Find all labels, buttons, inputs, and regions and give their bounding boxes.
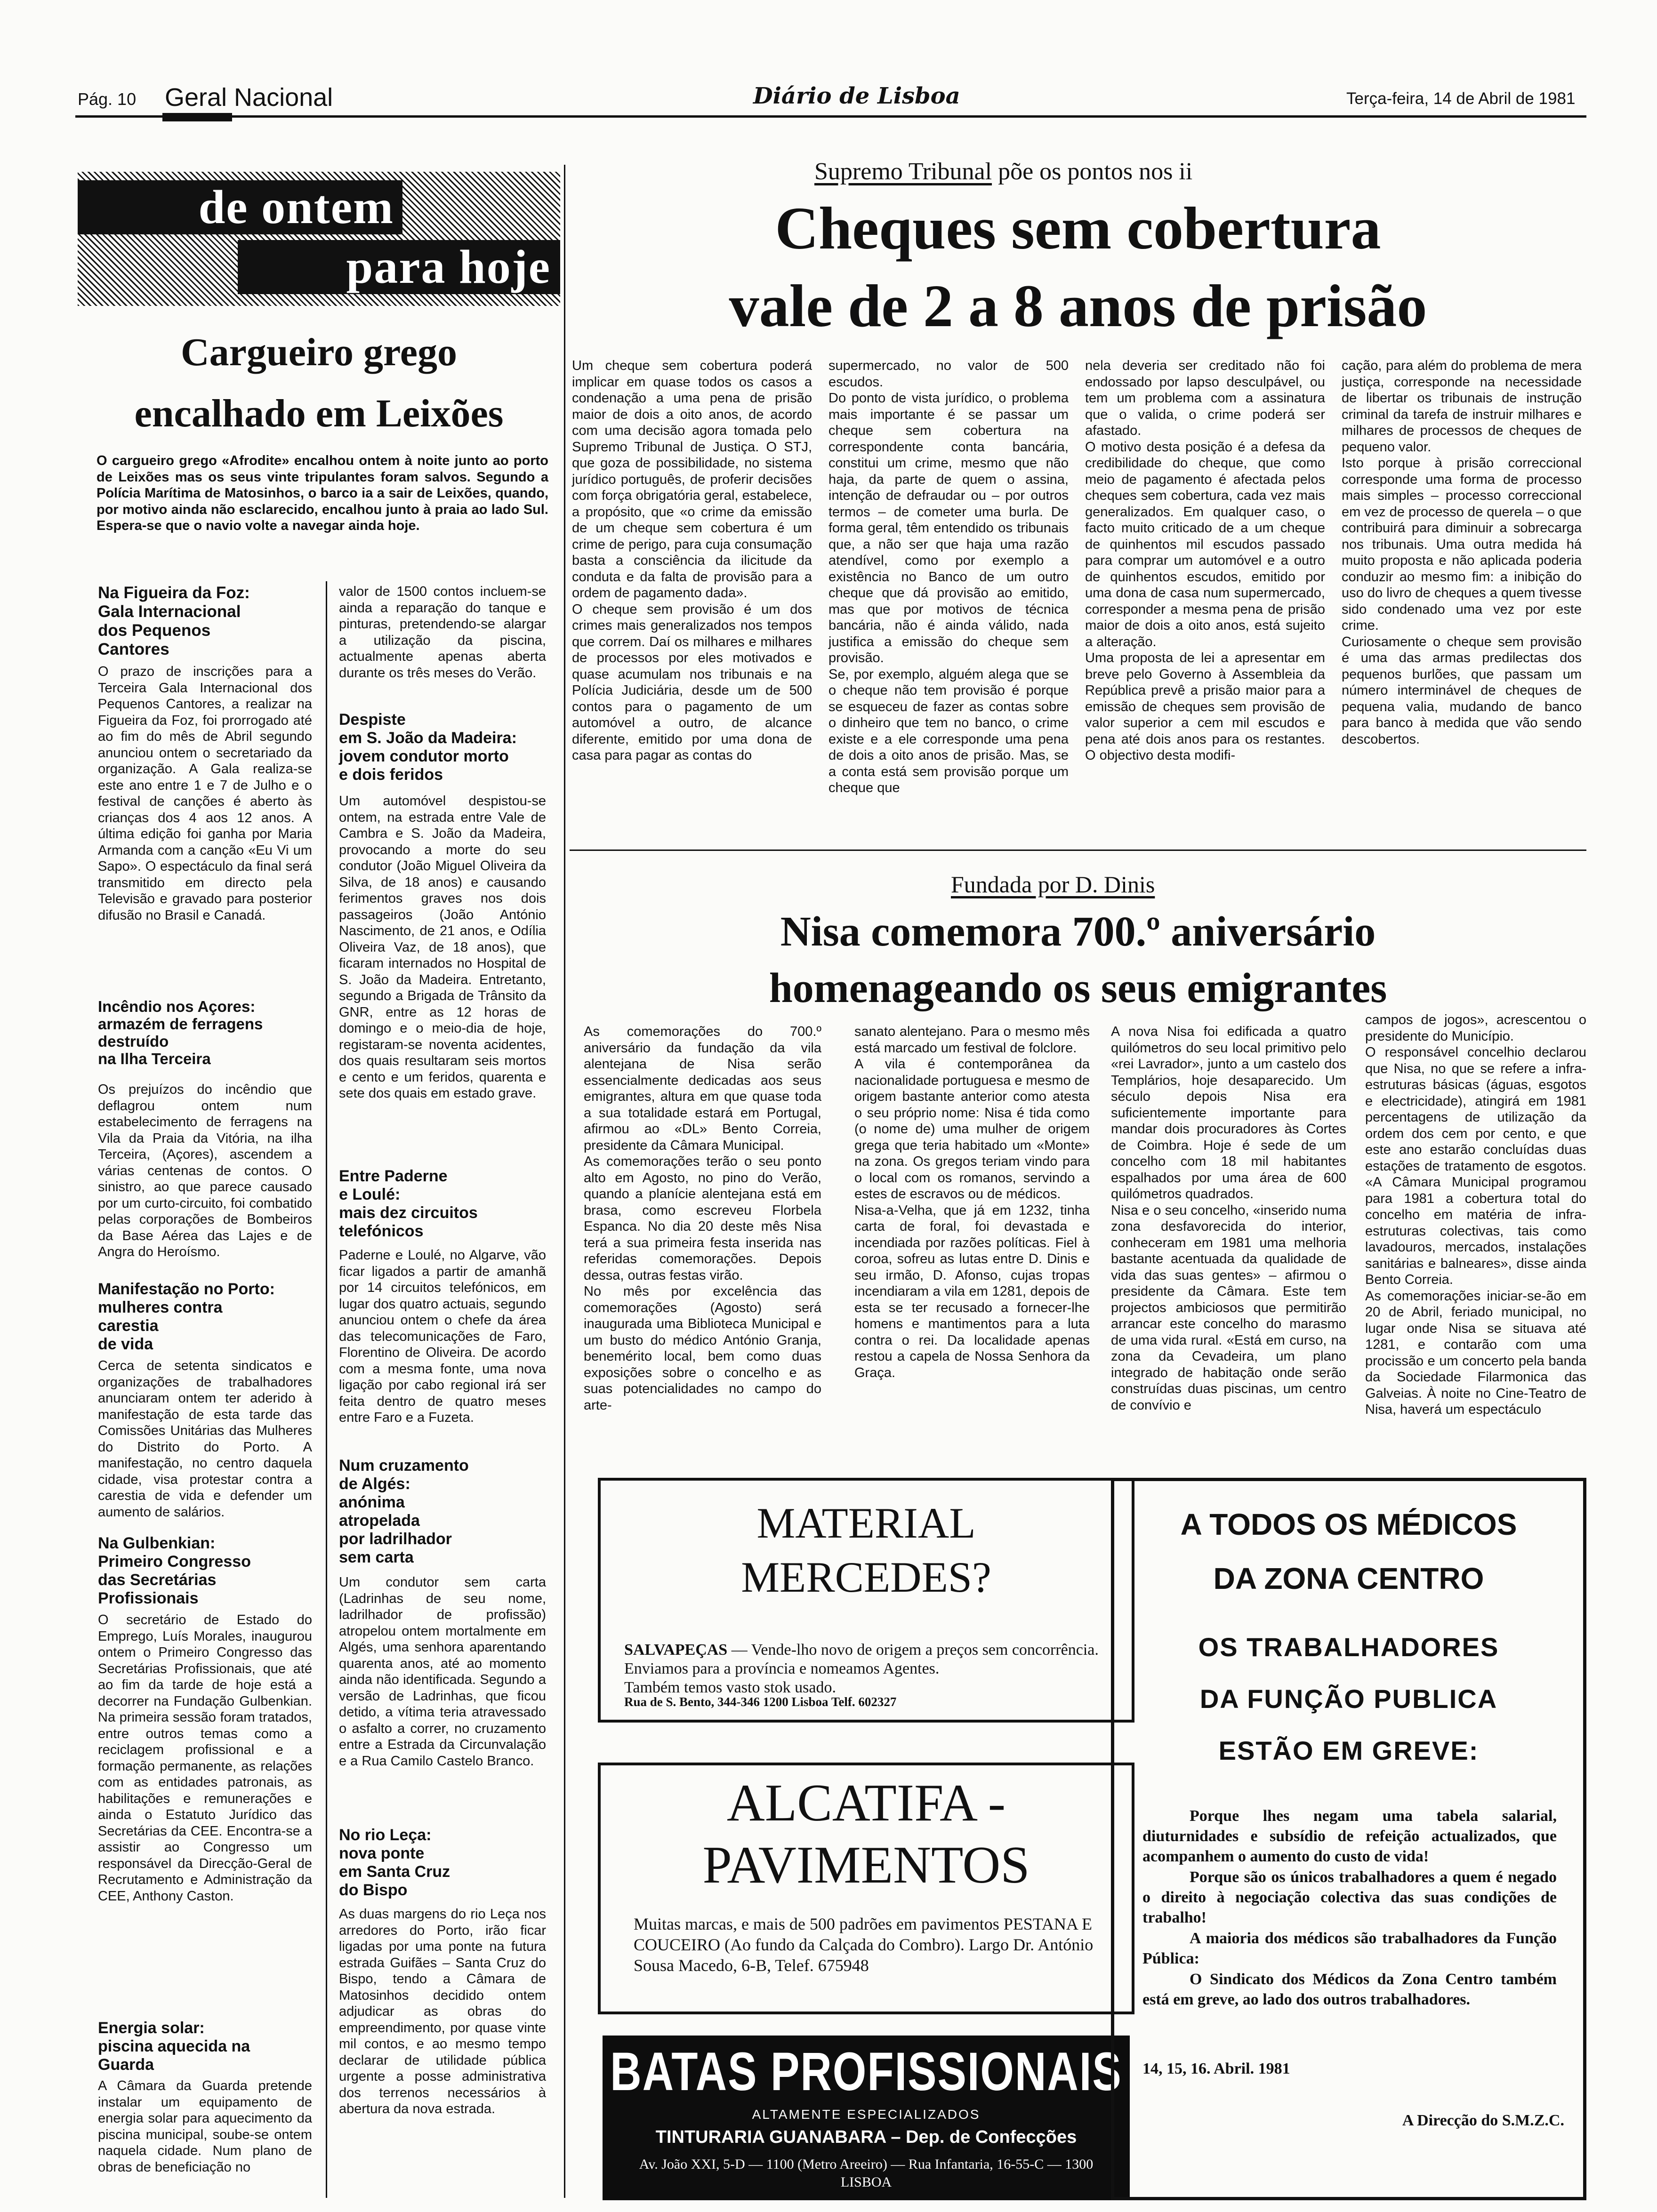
nisa-headline-line2: homenageando os seus emigrantes [769, 965, 1387, 1011]
brief-heading-leca: No rio Leça: nova ponte em Santa Cruz do Bispo [339, 1826, 450, 1899]
brief-body-alges: Um condutor sem carta (Ladrinhas de seu nome, ladrilhador de profissão) atropelou ontem mortalmente em Algés, uma senhora aparentando quarenta anos, até ao momento ainda não identificada. Segundo a versão de Ladrinhas, que ficou detido, a vítima teria atravessado o asfalto a correr, no cruzamento entre a Estrada da Circunvalação e a Rua Camilo Castelo Branco. [339, 1575, 546, 1769]
column-title-box [78, 172, 560, 306]
nisa-col4: campos de jogos», acrescentou o presidente do Município. O responsável concelhio declarou que Nisa, no que se refere a infra-estruturas básicas (águas, esgotos e electricidade), atingirá em 1981 percentagens de utilização da ordem dos cem por cento, e que este ano estarão concluídas duas estações de tratamento de esgotos. «A Câmara Municipal programou para 1981 a cobertura total do concelho em matéria de infra-estruturas colectivas, tais como lavadouros, mercados, instalações sanitárias e balneares», disse ainda Bento Correia. As comemorações iniciar-se-ão em 20 de Abril, feriado municipal, no lugar onde Nisa se situava até 1281, e contarão com uma procissão e um concerto pela banda da Sociedade Filarmonica das Galveias. À noite no Cine-Teatro de Nisa, haverá um espectáculo [1365, 1012, 1586, 1417]
column-title-line2: para hoje [238, 240, 560, 294]
ad-batas-title: BATAS PROFISSIONAIS [610, 2042, 1122, 2102]
section-underline [162, 113, 232, 121]
nisa-col1: As comemorações do 700.º aniversário da fundação da vila alentejana de Nisa serão essencialmente dedicadas aos seus emigrantes, altura em que quase toda a sua totalidade estará em Portugal, afirmou ao «DL» Bento Correia, presidente da Câmara Municipal. As comemorações terão o seu ponto alto em Agosto, no pino do Verão, quando a planície alentejana está em brasa, como escreveu Florbela Espanca. No dia 20 deste mês Nisa terá a sua primeira festa inserida nas referidas comemorações. Depois dessa, outras festas virão. No mês por excelência das comemorações (Agosto) será inaugurada uma Biblioteca Municipal e um busto do médico António Granja, benemérito local, bem como duas exposições sobre o concelho e as suas potencialidades no campo do arte- [584, 1024, 821, 1413]
ad-alcatifa-text: Muitas marcas, e mais de 500 padrões em pavimentos PESTANA E COUCEIRO (Ao fundo da Calçada do Combro). Largo Dr. António Sousa Macedo, 6-B, Telef. 675948 [634, 1915, 1094, 1975]
brief-heading-paderne: Entre Paderne e Loulé: mais dez circuitos telefónicos [339, 1167, 478, 1240]
ad-mercedes-title-line1: MATERIAL [756, 1499, 976, 1547]
brief-body-leca: As duas margens do rio Leça nos arredores do Porto, irão ficar ligadas por uma ponte na futura estrada Guifães – Santa Cruz do Bispo, tendo a Câmara de Matosinhos decidido ontem adjudicar as obras do empreendimento, por quase vinte mil contos, e ao mesmo tempo declarar de utilidade pública urgente a posse administrativa dos terrenos necessários à abertura da nova estrada. [339, 1907, 546, 2116]
headline-cargueiro-line2: encalhado em Leixões [134, 392, 504, 435]
ad-mercedes-body: — Vende-lho novo de origem a preços sem concorrência. Enviamos para a província e nomeamos Agentes. Também temos vasto stok usado. [624, 1641, 1099, 1696]
ad-medicos-h5: ESTÃO EM GREVE: [1218, 1736, 1479, 1765]
cheques-col1: Um cheque sem cobertura poderá implicar em quase todos os casos a condenação a uma pena de prisão maior de dois a oito anos, de acordo com uma decisão agora tomada pelo Supremo Tribunal de Justiça. O STJ, que goza de possibilidade, no sistema jurídico português, de proferir decisões com força obrigatória geral, estabelece, a propósito, que «o crime da emissão de um cheque sem cobertura é um crime de perigo, para cuja consumação basta a consciência da ilicitude da conduta e da falta de provisão para a ordem de pagamento dada». O cheque sem provisão é um dos crimes mais generalizados nos tempos que correm. Daí os milhares e milhares de processos por eles motivados e quase acumulam nos tribunais e na Polícia Judiciária, desde um de 500 contos para o pagamento de um automóvel a outro, de alcance diferente, emitido por uma dona de casa para pagar as contas do [572, 358, 812, 763]
ad-mercedes-text [624, 1622, 1109, 1697]
ad-medicos-h3: OS TRABALHADORES [1198, 1632, 1499, 1662]
page-number: Pág. 10 [78, 89, 137, 109]
section-title: Geral Nacional [165, 83, 333, 112]
brief-heading-alges: Num cruzamento de Algés: anónima atropelada por ladrilhador sem carta [339, 1457, 469, 1566]
ad-batas [603, 2036, 1130, 2200]
ad-alcatifa-title-line1: ALCATIFA - [726, 1774, 1006, 1832]
cheques-bottom-rule [570, 850, 1586, 851]
ad-mercedes-address: Rua de S. Bento, 344-346 1200 Lisboa Telf. 602327 [624, 1695, 897, 1709]
nisa-col3: A nova Nisa foi edificada a quatro quilómetros do seu local primitivo pelo «rei Lavrador», junto a um castelo dos Templários, hoje desaparecido. Um século depois Nisa era suficientemente importante para mandar dois procuradores às Cortes de Coimbra. Hoje é sede de um concelho com 18 mil habitantes espalhados por uma área de 600 quilómetros quadrados. Nisa e o seu concelho, «inserido numa zona desfavorecida do interior, conheceram em 1981 uma melhoria bastante acentuada da qualidade de vida das suas gentes» – afirmou o presidente da Câmara. Este tem projectos ambiciosos que permitirão arrancar este concelho do marasmo de uma vida rural. «Está em curso, na zona da Cevadeira, um plano integrado de habitação onde serão construídas duas piscinas, um centro de convívio e [1111, 1024, 1346, 1413]
brief-body-despiste: Um automóvel despistou-se ontem, na estrada entre Vale de Cambra e S. João da Madeira, provocando a morte do seu condutor (João Miguel Oliveira da Silva, de 18 anos) e causando ferimentos graves nos dois passageiros (João António Nascimento, de 21 anos, e Odília Oliveira Vaz, de 18 anos), que ficaram internados no Hospital de S. João da Madeira. Entretanto, segundo a Brigada de Trânsito da GNR, entre as 12 horas de domingo e o meio-dia de hoje, registaram-se noventa acidentes, dos quais resultaram seis mortos e cento e um feridos, quarenta e sete dos quais em estado grave. [339, 793, 546, 1101]
brief-body-porto: Cerca de setenta sindicatos e organizações de trabalhadores anunciaram ontem ter aderido à manifestação de esta tarde das Comissões Unitárias das Mulheres do Distrito do Porto. A manifestação, no centro daquela cidade, visa protestar contra a carestia de vida e defender um aumento de salários. [98, 1358, 312, 1520]
ad-medicos-h2: DA ZONA CENTRO [1213, 1562, 1484, 1595]
ad-alcatifa-title-line2: PAVIMENTOS [702, 1836, 1030, 1894]
cheques-headline-line2: vale de 2 a 8 anos de prisão [729, 272, 1427, 339]
brief-body-energia-cont: valor de 1500 contos incluem-se ainda a reparação do tanque e pinturas, pretendendo-se alargar a utilização da piscina, actualmente apenas aberta durante os três meses do Verão. [339, 584, 546, 681]
ad-mercedes [598, 1478, 1134, 1723]
brief-body-energia: A Câmara da Guarda pretende instalar um equipamento de energia solar para aquecimento da piscina municipal, soube-se ontem naquela cidade. Num plano de obras de beneficiação no [98, 2078, 312, 2175]
headline-cargueiro-line1: Cargueiro grego [180, 330, 458, 374]
ad-batas-firm: TINTURARIA GUANABARA – Dep. de Confecções [655, 2127, 1077, 2147]
ad-batas-address: Av. João XXI, 5-D — 1100 (Metro Areeiro) — Rua Infantaria, 16-55-C — 1300 LISBOA [639, 2156, 1094, 2190]
cheques-kicker [814, 158, 1192, 185]
ad-mercedes-brand: SALVAPEÇAS [624, 1641, 728, 1659]
issue-date: Terça-feira, 14 de Abril de 1981 [1346, 89, 1576, 108]
brief-body-gulbenkian: O secretário de Estado do Emprego, Luís Morales, inaugurou ontem o Primeiro Congresso das Secretárias Profissionais, que até ao fim da tarde de hoje está a decorrer na Fundação Gulbenkian. Na primeira sessão foram tratados, entre outros temas como a reciclagem profissional e a formação permanente, as relações com as entidades patronais, as habilitações e remunerações e ainda o Estatuto Jurídico das Secretárias da CEE. Encontra-se a assistir ao Congresso um responsável da Direcção-Geral de Recrutamento e Administração da CEE, Anthony Caston. [98, 1612, 312, 1904]
ad-medicos-p3: A maioria dos médicos são trabalhadores da Função Pública: [1142, 1930, 1557, 1967]
ad-medicos-p1: Porque lhes negam uma tabela salarial, diuturnidades e subsídio de refeição actualizados, que acompanhem o aumento do custo de vida! [1142, 1807, 1557, 1865]
ad-batas-subtitle: ALTAMENTE ESPECIALIZADOS [752, 2107, 981, 2122]
brief-heading-acores: Incêndio nos Açores: armazém de ferragens destruído na Ilha Terceira [98, 998, 263, 1067]
brief-body-acores: Os prejuízos do incêndio que deflagrou ontem num estabelecimento de ferragens na Vila da Praia da Vitória, na ilha Terceira, (Açores), ascendem a várias centenas de contos. O sinistro, ao que parece causado por um curto-circuito, foi combatido pelas corporações de Bombeiros da Base Aérea das Lajes e de Angra do Heroísmo. [98, 1082, 312, 1259]
ad-medicos-signature: A Direcção do S.M.Z.C. [1402, 2112, 1564, 2129]
ad-medicos-p4: O Sindicato dos Médicos da Zona Centro também está em greve, ao lado dos outros trabalhadores. [1142, 1971, 1557, 2008]
brief-body-paderne: Paderne e Loulé, no Algarve, vão ficar ligados a partir de amanhã por 14 circuitos telefónicos, em lugar dos quatro actuais, segundo anunciou ontem o chefe da área das telecomunicações de Faro, Florentino de Oliveira. De acordo com a mesma fonte, uma nova ligação por cabo regional irá ser feita dentro de quatro meses entre Faro e a Fuzeta. [339, 1248, 546, 1425]
cheques-col3: nela deveria ser creditado não foi endossado por lapso desculpável, ou tem um problema com a assinatura que o valida, o crime poderá ser afastado. O motivo desta posição é a defesa da credibilidade do cheque, que como meio de pagamento é afectada pelos cheques sem cobertura, cada vez mais generalizados. Em qualquer caso, o facto muito criticado de a um cheque de quinhentos mil escudos passado para comprar um automóvel e a outro de quinhentos escudos, emitido por uma dona de casa num supermercado, corresponder a mesma pena de prisão maior de dois a oito anos, está sujeito a alteração. Uma proposta de lei a apresentar em breve pelo Governo à Assembleia da República prevê a prisão maior para a emissão de cheques sem provisão de valor superior a cem mil escudos e pena até dois anos para os restantes. O objectivo desta modifi- [1085, 358, 1325, 763]
header-rule [75, 115, 1586, 118]
brief-heading-figueira: Na Figueira da Foz: Gala Internacional dos Pequenos Cantores [98, 584, 250, 658]
ad-alcatifa [598, 1763, 1134, 2014]
ad-medicos-h1: A TODOS OS MÉDICOS [1180, 1507, 1517, 1541]
brief-body-figueira: O prazo de inscrições para a Terceira Gala Internacional dos Pequenos Cantores, a realizar na Figueira da Foz, foi prorrogado até ao fim do mês de Abril segundo anunciou ontem o secretariado da organização. A Gala realiza-se este ano entre 1 e 7 de Julho e o festival de canções é aberto às crianças dos 4 aos 12 anos. A última edição foi ganha por Maria Armanda com a canção «Eu Vi um Sapo». O espectáculo da final será transmitido em directo pela Televisão e gravado para posterior difusão no Brasil e Canadá. [98, 664, 312, 923]
ad-medicos [1111, 1478, 1586, 2200]
brief-heading-gulbenkian: Na Gulbenkian: Primeiro Congresso das Secretárias Profissionais [98, 1534, 251, 1607]
ad-medicos-date: 14, 15, 16. Abril. 1981 [1142, 2060, 1290, 2077]
brief-heading-despiste: Despiste em S. João da Madeira: jovem condutor morto e dois feridos [339, 711, 517, 784]
column-rule-main [564, 165, 565, 2198]
cheques-col2: supermercado, no valor de 500 escudos. Do ponto de vista jurídico, o problema mais importante é se passar um cheque sem cobertura na correspondente conta bancária, constitui um crime, mesmo que não haja, da parte de quem o assina, intenção de defraudar ou – por outros termos – de cometer uma burla. De forma geral, têm entendido os tribunais que, a não ser que haja uma razão atendível, como por exemplo a existência no Banco de um outro cheque que dá provisão ao emitido, mas que por motivos de técnica bancária, não é ainda válido, nada justifica a emissão do cheque sem provisão. Se, por exemplo, alguém alega que se o cheque não tem provisão é porque se esqueceu de fazer as contas sobre o dinheiro que tem no banco, o crime existe e a ele corresponde uma pena de dois a oito anos de prisão. Mas, se a conta está sem provisão porque um cheque que [828, 358, 1069, 795]
column-rule-left [326, 581, 327, 2198]
masthead-logo: Diário de Lisboa [753, 83, 960, 109]
cheques-kicker-underlined: Supremo Tribunal [814, 158, 992, 185]
ad-mercedes-title-line2: MERCEDES? [741, 1553, 991, 1601]
ad-medicos-h4: DA FUNÇÃO PUBLICA [1199, 1684, 1498, 1714]
column-title-line1: de ontem [78, 180, 402, 234]
nisa-headline-line1: Nisa comemora 700.º aniversário [780, 908, 1376, 955]
cheques-col4: cação, para além do problema de mera justiça, corresponde na necessidade de libertar os tribunais de instrução criminal da tarefa de instruir milhares e milhares de processos de cheques de pequeno valor. Isto porque à prisão correccional corresponde uma forma de processo mais simples – processo correccional em vez de processo de querela – o que contribuirá para diminuir a sobrecarga nos tribunais. Uma outra medida há muito proposta e não aplicada poderia conduzir ao mesmo fim: a inibição do uso do livro de cheques a quem tivesse sido condenado uma vez por este crime. Curiosamente o cheque sem provisão é uma das armas predilectas dos pequenos burlões, que passam um número interminável de cheques de pequena valia, mudando de banco para banco à medida que vão sendo descobertos. [1342, 358, 1582, 747]
ad-medicos-p2: Porque são os únicos trabalhadores a quem é negado o direito à negociação colectiva das suas condições de trabalho! [1142, 1868, 1557, 1926]
cheques-headline-line1: Cheques sem cobertura [775, 195, 1381, 262]
cargueiro-lead: O cargueiro grego «Afrodite» encalhou ontem à noite junto ao porto de Leixões mas os seus vinte tripulantes foram salvos. Segundo a Polícia Marítima de Matosinhos, o barco ia a sair de Leixões, quando, por motivo ainda não esclarecido, encalhou junto à praia ao lado Sul. Espera-se que o navio volte a navegar ainda hoje. [97, 453, 548, 533]
brief-heading-porto: Manifestação no Porto: mulheres contra carestia de vida [98, 1280, 275, 1353]
nisa-col2: sanato alentejano. Para o mesmo mês está marcado um festival de folclore. A vila é contemporânea da nacionalidade portuguesa e mesmo de origem bastante anterior como atesta o seu próprio nome: Nisa é tida como (o nome de) uma mulher de origem grega que teria habitado um «Monte» na zona. Os gregos teriam vindo para o local com os romanos, servindo a estes de escravos ou de médicos. Nisa-a-Velha, que já em 1232, tinha carta de foral, foi devastada e incendiada por razões políticas. Fiel à coroa, sofreu as lutas entre D. Dinis e seu irmão, D. Afonso, cujas tropas incendiaram a vila em 1281, depois de esta se ter recusado a fornecer-lhe homens e mantimentos para a luta contra o rei. Da localidade apenas restou a capela de Nossa Senhora da Graça. [854, 1024, 1090, 1380]
brief-heading-energia: Energia solar: piscina aquecida na Guarda [98, 2019, 250, 2074]
cheques-kicker-rest: põe os pontos nos ii [998, 158, 1193, 185]
nisa-kicker: Fundada por D. Dinis [951, 871, 1155, 898]
